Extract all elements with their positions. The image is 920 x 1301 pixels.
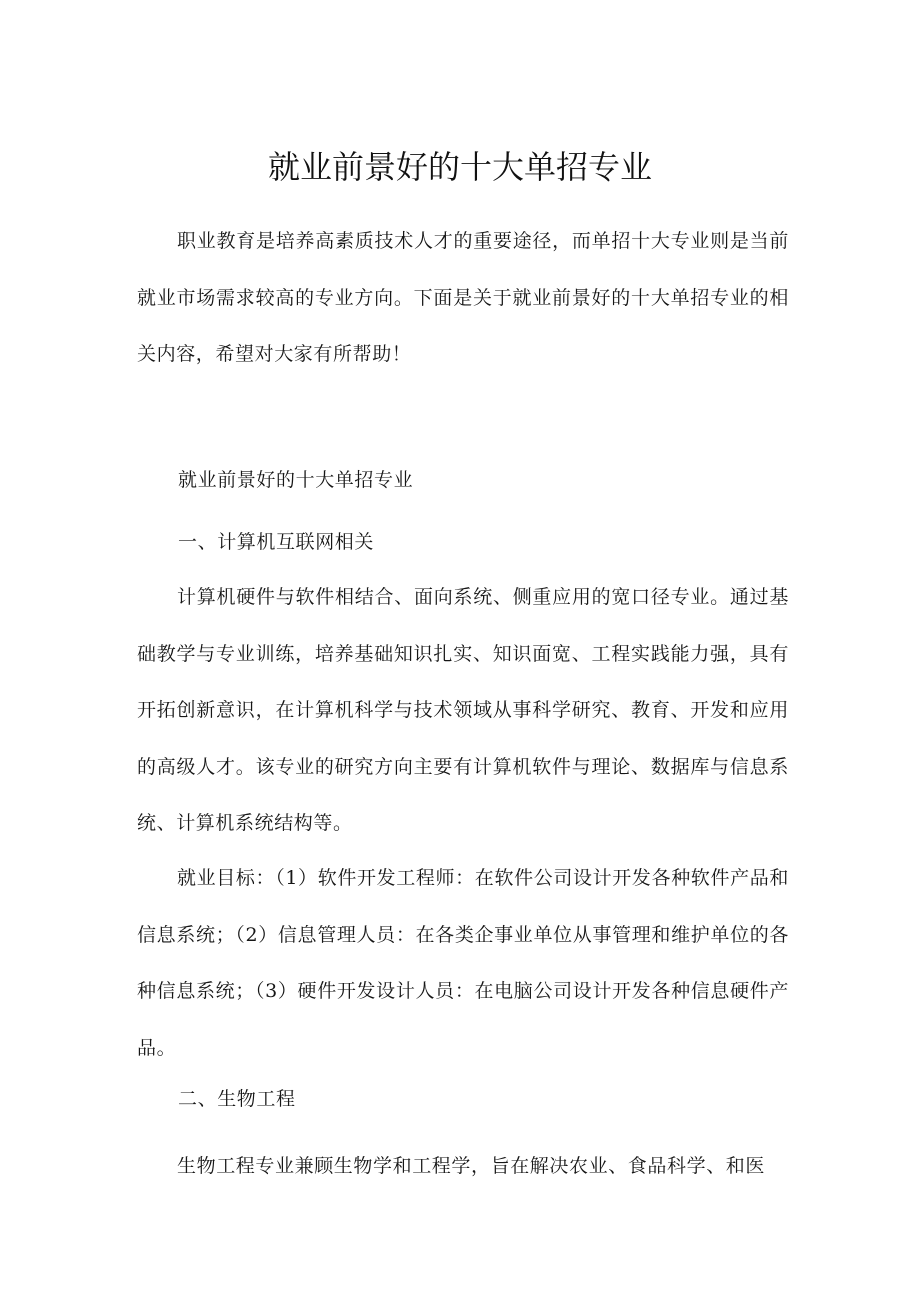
bioengineering-description-paragraph: 生物工程专业兼顾生物学和工程学，旨在解决农业、食品科学、和医 <box>177 1155 766 1177</box>
document-title: 就业前景好的十大单招专业 <box>267 148 652 186</box>
intro-paragraph: 职业教育是培养高素质技术人才的重要途径，而单招十大专业则是当前就业市场需求较高的专业方向。下面是关于就业前景好的十大单招专业的相关内容，希望对大家有所帮助！ <box>137 230 789 365</box>
section-heading-bioengineering: 二、生物工程 <box>178 1088 296 1110</box>
section-title: 就业前景好的十大单招专业 <box>178 469 414 491</box>
computer-description-paragraph: 计算机硬件与软件相结合、面向系统、侧重应用的宽口径专业。通过基础教学与专业训练，培养基础知识扎实、知识面宽、工程实践能力强，具有开拓创新意识，在计算机科学与技术领域从事科学研究、教育、开发和应用的高级人才。该专业的研究方向主要有计算机软件与理论、数据库与信息系统、计算机系统结构等。 <box>137 586 789 834</box>
section-heading-computer: 一、计算机互联网相关 <box>178 531 375 553</box>
computer-employment-paragraph: 就业目标：（1）软件开发工程师：在软件公司设计开发各种软件产品和信息系统；（2）信息管理人员：在各类企事业单位从事管理和维护单位的各种信息系统；（3）硬件开发设计人员：在电脑公司设计开发各种信息硬件产品。 <box>137 867 789 1059</box>
